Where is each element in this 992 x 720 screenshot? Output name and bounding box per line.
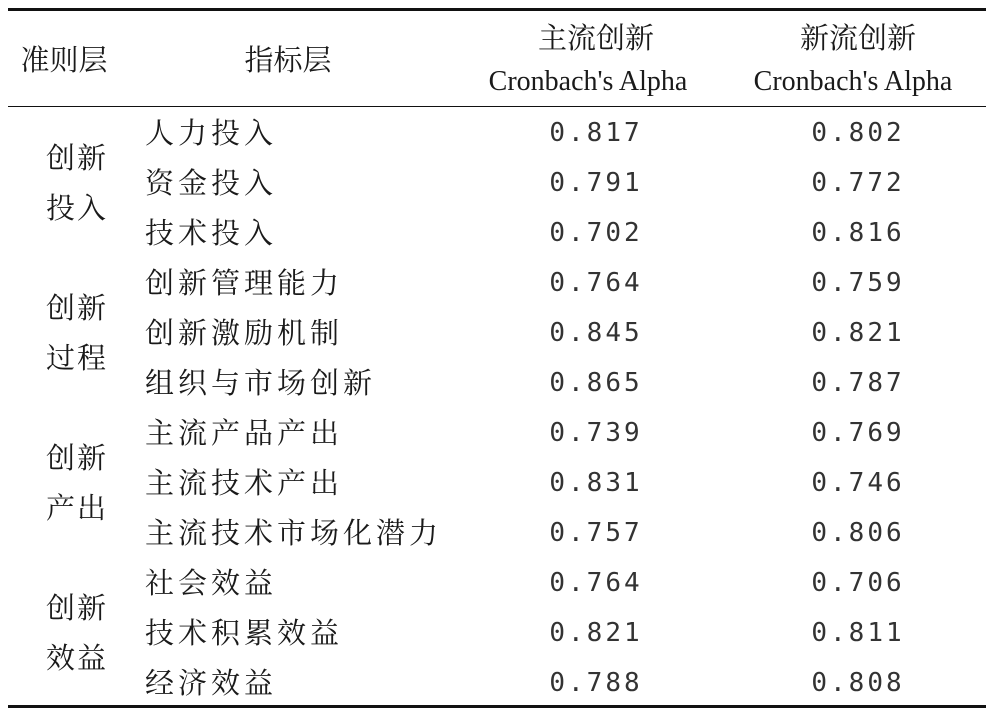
new-alpha-cell: 0.816 — [811, 218, 905, 248]
indicator-cell: 技术投入 — [145, 216, 278, 250]
indicator-cell: 组织与市场创新 — [145, 366, 377, 400]
indicator-cell: 资金投入 — [145, 166, 278, 200]
group-label-line2: 投入 — [45, 191, 108, 225]
table-row — [8, 508, 986, 558]
mainstream-alpha-cell: 0.788 — [549, 668, 643, 698]
mainstream-alpha-cell: 0.764 — [549, 568, 643, 598]
new-alpha-cell: 0.787 — [811, 368, 905, 398]
table-bottom-rule — [8, 705, 986, 708]
group-label-line1: 创新 — [45, 591, 108, 625]
group-label-line2: 产出 — [45, 491, 108, 525]
indicator-cell: 创新管理能力 — [145, 266, 344, 300]
indicator-cell: 经济效益 — [145, 666, 278, 700]
header-level: 准则层 — [20, 43, 108, 77]
table-row — [8, 558, 986, 608]
indicator-cell: 社会效益 — [145, 566, 278, 600]
table-row — [8, 358, 986, 408]
mainstream-alpha-cell: 0.791 — [549, 168, 643, 198]
subheader-mainstream: Cronbach's Alpha — [488, 66, 688, 97]
new-alpha-cell: 0.746 — [811, 468, 905, 498]
mainstream-alpha-cell: 0.702 — [549, 218, 643, 248]
group-label-line2: 过程 — [45, 341, 108, 375]
indicator-cell: 人力投入 — [145, 116, 278, 150]
table-row — [8, 658, 986, 708]
mainstream-alpha-cell: 0.831 — [549, 468, 643, 498]
new-alpha-cell: 0.769 — [811, 418, 905, 448]
new-alpha-cell: 0.821 — [811, 318, 905, 348]
table-row — [8, 258, 986, 308]
indicator-cell: 主流产品产出 — [145, 416, 344, 450]
indicator-cell: 技术积累效益 — [145, 616, 344, 650]
new-alpha-cell: 0.802 — [811, 118, 905, 148]
table-row — [8, 608, 986, 658]
table-row — [8, 408, 986, 458]
group-label-line2: 效益 — [45, 641, 108, 675]
mainstream-alpha-cell: 0.845 — [549, 318, 643, 348]
table-row — [8, 158, 986, 208]
new-alpha-cell: 0.772 — [811, 168, 905, 198]
subheader-new: Cronbach's Alpha — [753, 66, 953, 97]
new-alpha-cell: 0.808 — [811, 668, 905, 698]
new-alpha-cell: 0.811 — [811, 618, 905, 648]
new-alpha-cell: 0.806 — [811, 518, 905, 548]
header-indicator: 指标层 — [244, 43, 332, 77]
indicator-cell: 主流技术产出 — [145, 466, 344, 500]
table-row — [8, 308, 986, 358]
mainstream-alpha-cell: 0.817 — [549, 118, 643, 148]
new-alpha-cell: 0.759 — [811, 268, 905, 298]
mainstream-alpha-cell: 0.764 — [549, 268, 643, 298]
header-rule — [8, 106, 986, 107]
group-label-line1: 创新 — [45, 441, 108, 475]
table-top-rule — [8, 8, 986, 11]
indicator-cell: 创新激励机制 — [145, 316, 344, 350]
mainstream-alpha-cell: 0.865 — [549, 368, 643, 398]
mainstream-alpha-cell: 0.821 — [549, 618, 643, 648]
group-label-line1: 创新 — [45, 141, 108, 175]
header-new: 新流创新 — [799, 21, 916, 55]
mainstream-alpha-cell: 0.739 — [549, 418, 643, 448]
table-row — [8, 208, 986, 258]
mainstream-alpha-cell: 0.757 — [549, 518, 643, 548]
new-alpha-cell: 0.706 — [811, 568, 905, 598]
table-row — [8, 108, 986, 158]
table-row — [8, 458, 986, 508]
header-mainstream: 主流创新 — [537, 21, 654, 55]
group-label-line1: 创新 — [45, 291, 108, 325]
indicator-cell: 主流技术市场化潜力 — [145, 516, 443, 550]
